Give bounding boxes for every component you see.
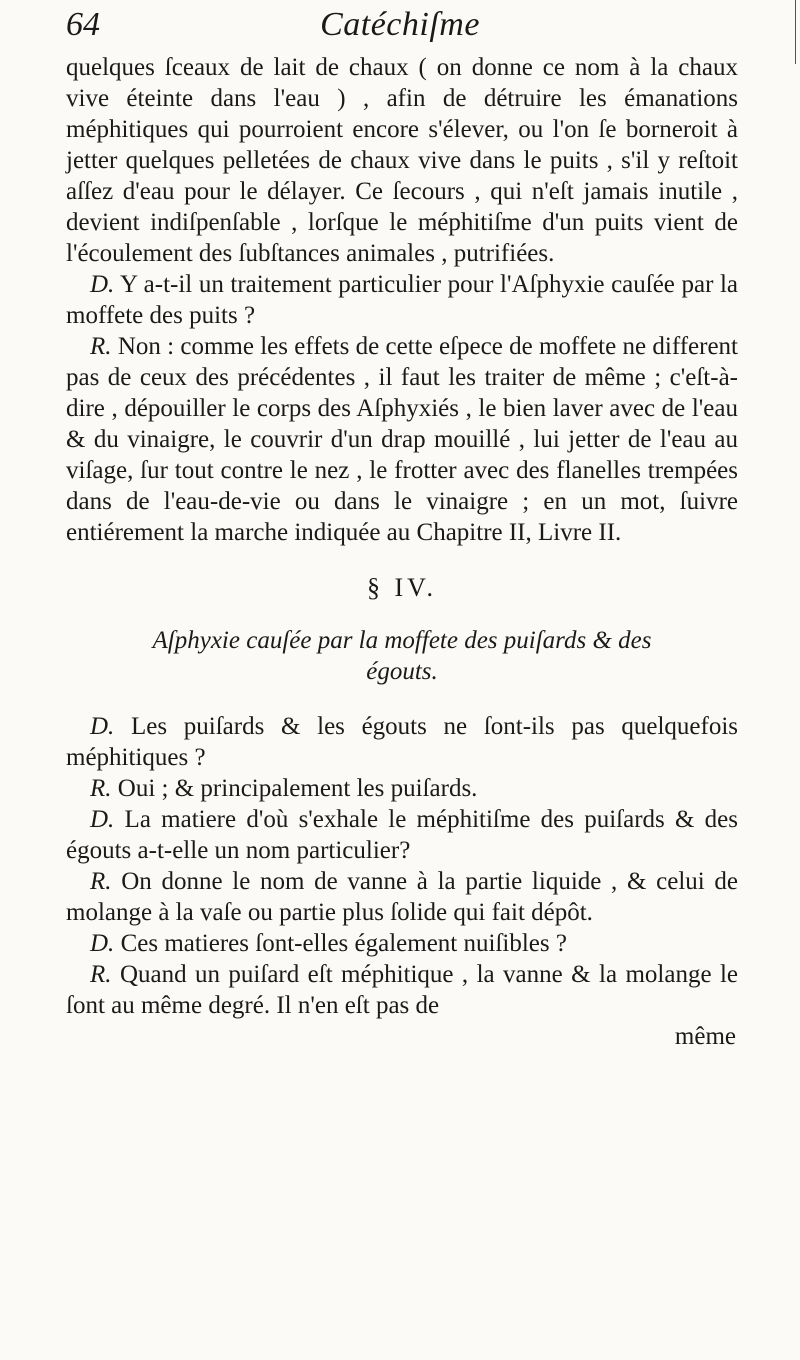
section-title-line: égouts. <box>366 658 438 685</box>
question-paragraph <box>66 804 738 866</box>
paragraph-text: Oui ; & principalement les puiſards. <box>117 775 478 802</box>
speaker-label: D. <box>90 271 115 298</box>
paragraph <box>66 52 738 269</box>
speaker-label: D. <box>90 806 115 833</box>
paragraph-text: Non : comme les effets de cette eſpece de moffete ne different pas de ceux des précédentes , il faut les traiter de même ; c'eſt-à-dire , dépouiller le corps des Aſphyxiés , le bien laver avec de l'eau & du vinaigre, le couvrir d'un drap mouillé , lui jetter de l'eau au viſage, ſur tout contre le nez , le frotter avec des flanelles trempées dans de l'eau-de-vie ou dans le vinaigre ; en un mot, ſuivre entiérement la marche indiquée au Chapitre II, Livre II. <box>66 333 738 546</box>
paragraph-text: Les puiſards & les égouts ne ſont-ils pas quelquefois méphitiques ? <box>66 713 738 771</box>
question-paragraph <box>66 711 738 773</box>
page-edge-rule <box>795 0 796 64</box>
speaker-label: R. <box>90 961 112 988</box>
paragraph-text: quelques ſceaux de lait de chaux ( on donne ce nom à la chaux vive éteinte dans l'eau ) , afin de détruire les émanations méphitiques qui pourroient encore s'élever, ou l'on ſe borneroit à jetter quelques pelletées de chaux vive dans le puits , s'il y reſtoit aſſez d'eau pour le délayer. Ce ſecours , qui n'eſt jamais inutile , devient indiſpenſable , lorſque le méphitiſme d'un puits vient de l'écoulement des ſubſtances animales , putrifiées. <box>66 54 738 267</box>
section-number: § IV. <box>366 573 438 602</box>
speaker-label: D. <box>90 713 115 740</box>
speaker-label: D. <box>90 930 115 957</box>
speaker-label: R. <box>90 775 112 802</box>
section-title-line: Aſphyxie cauſée par la moffete des puiſards & des <box>152 627 652 654</box>
paragraph-text: Quand un puiſard eſt méphitique , la vanne & la molange le ſont au même degré. Il n'en eſt pas de <box>66 961 739 1019</box>
answer-paragraph <box>66 773 738 804</box>
body-text <box>66 52 738 1052</box>
question-paragraph <box>66 269 738 331</box>
question-paragraph <box>66 928 738 959</box>
answer-paragraph <box>66 331 738 548</box>
catchword: même <box>674 1023 736 1050</box>
running-title: Catéchiſme <box>320 6 480 43</box>
page-number: 64 <box>66 6 100 43</box>
answer-paragraph <box>66 866 738 928</box>
paragraph-text: La matiere d'où s'exhale le méphitiſme des puiſards & des égouts a-t-elle un nom particulier? <box>66 806 738 864</box>
paragraph-text: On donne le nom de vanne à la partie liquide , & celui de molange à la vaſe ou partie plus ſolide qui fait dépôt. <box>66 868 738 926</box>
paragraph-text: Ces matieres ſont-elles également nuiſibles ? <box>120 930 567 957</box>
answer-paragraph <box>66 959 738 1021</box>
paragraph-text: Y a-t-il un traitement particulier pour l'Aſphyxie cauſée par la moffete des puits ? <box>66 271 739 329</box>
speaker-label: R. <box>90 333 112 360</box>
speaker-label: R. <box>90 868 112 895</box>
page-header <box>60 6 740 48</box>
section-title <box>66 625 738 687</box>
